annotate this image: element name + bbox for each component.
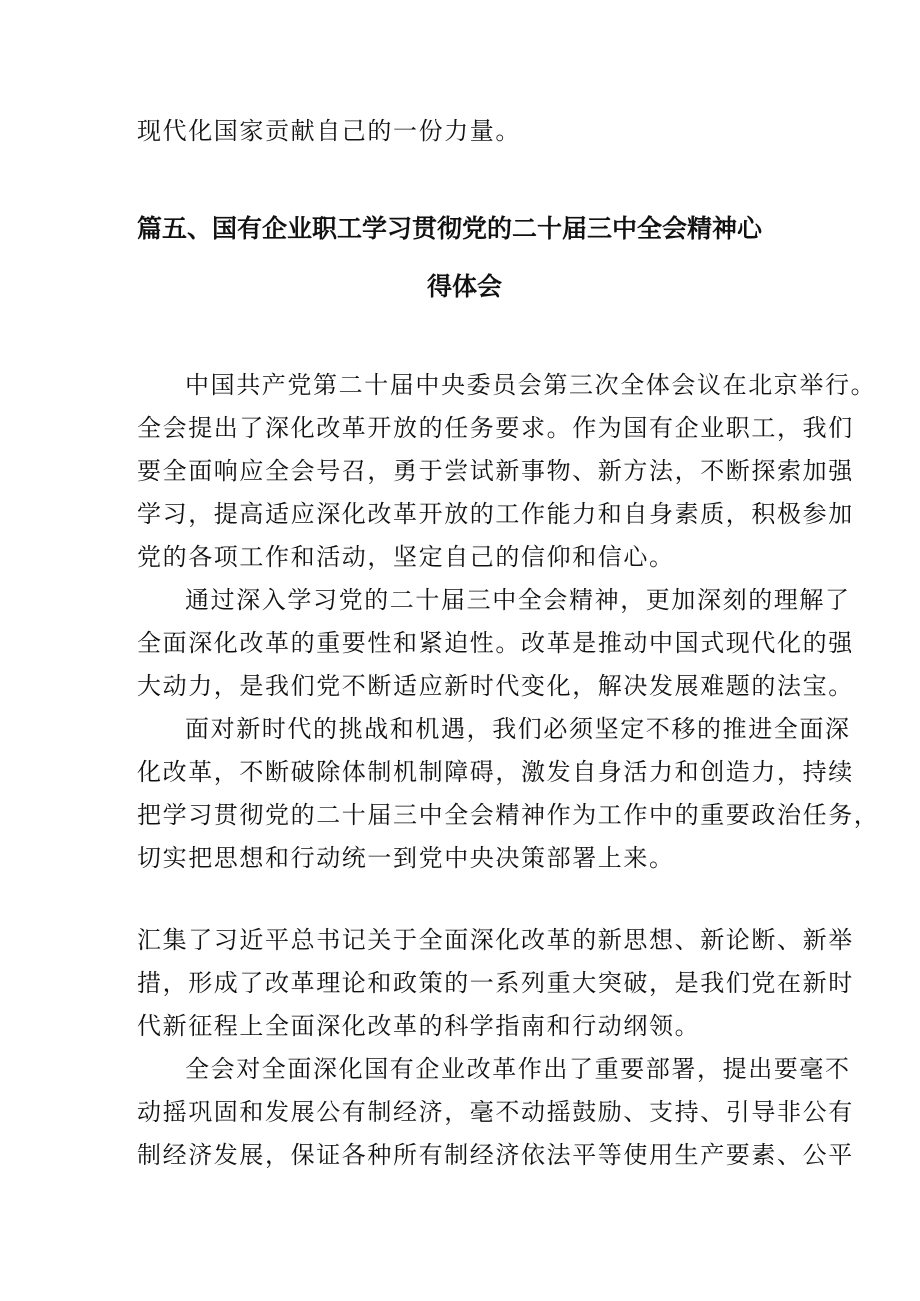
paragraph-5-line: 全会对全面深化国有企业改革作出了重要部署，提出要毫不 (185, 1055, 851, 1083)
section-heading-line-1: 篇五、国有企业职工学习贯彻党的二十届三中全会精神心 (137, 214, 763, 243)
paragraph-4-line: 汇集了习近平总书记关于全面深化改革的新思想、新论断、新举 (137, 926, 854, 954)
paragraph-3-line: 面对新时代的挑战和机遇，我们必须坚定不移的推进全面深 (185, 715, 851, 743)
paragraph-4-line: 代新征程上全面深化改革的科学指南和行动纲领。 (137, 1012, 701, 1040)
paragraph-1-line: 要全面响应全会号召，勇于尝试新事物、新方法，不断探索加强 (137, 457, 854, 485)
paragraph-2-line: 通过深入学习党的二十届三中全会精神，更加深刻的理解了 (185, 586, 851, 614)
paragraph-1-line: 全会提出了深化改革开放的任务要求。作为国有企业职工，我们 (137, 414, 854, 442)
paragraph-1-line: 党的各项工作和活动，坚定自己的信仰和信心。 (137, 543, 675, 571)
paragraph-3-line: 化改革，不断破除体制机制障碍，激发自身活力和创造力，持续 (137, 758, 854, 786)
paragraph-5-line: 制经济发展，保证各种所有制经济依法平等使用生产要素、公平 (137, 1141, 854, 1169)
section-heading-line-2: 得体会 (427, 272, 503, 301)
paragraph-4-line: 措，形成了改革理论和政策的一系列重大突破，是我们党在新时 (137, 969, 854, 997)
paragraph-3-line: 切实把思想和行动统一到党中央决策部署上来。 (137, 844, 675, 872)
paragraph-2-line: 大动力，是我们党不断适应新时代变化，解决发展难题的法宝。 (137, 672, 854, 700)
paragraph-1-line: 中国共产党第二十届中央委员会第三次全体会议在北京举行。 (185, 371, 877, 399)
continuation-text: 现代化国家贡献自己的一份力量。 (137, 117, 521, 145)
paragraph-1-line: 学习，提高适应深化改革开放的工作能力和自身素质，积极参加 (137, 500, 854, 528)
paragraph-2-line: 全面深化改革的重要性和紧迫性。改革是推动中国式现代化的强 (137, 629, 854, 657)
paragraph-5-line: 动摇巩固和发展公有制经济，毫不动摇鼓励、支持、引导非公有 (137, 1098, 854, 1126)
paragraph-3-line: 把学习贯彻党的二十届三中全会精神作为工作中的重要政治任务， (137, 801, 880, 829)
